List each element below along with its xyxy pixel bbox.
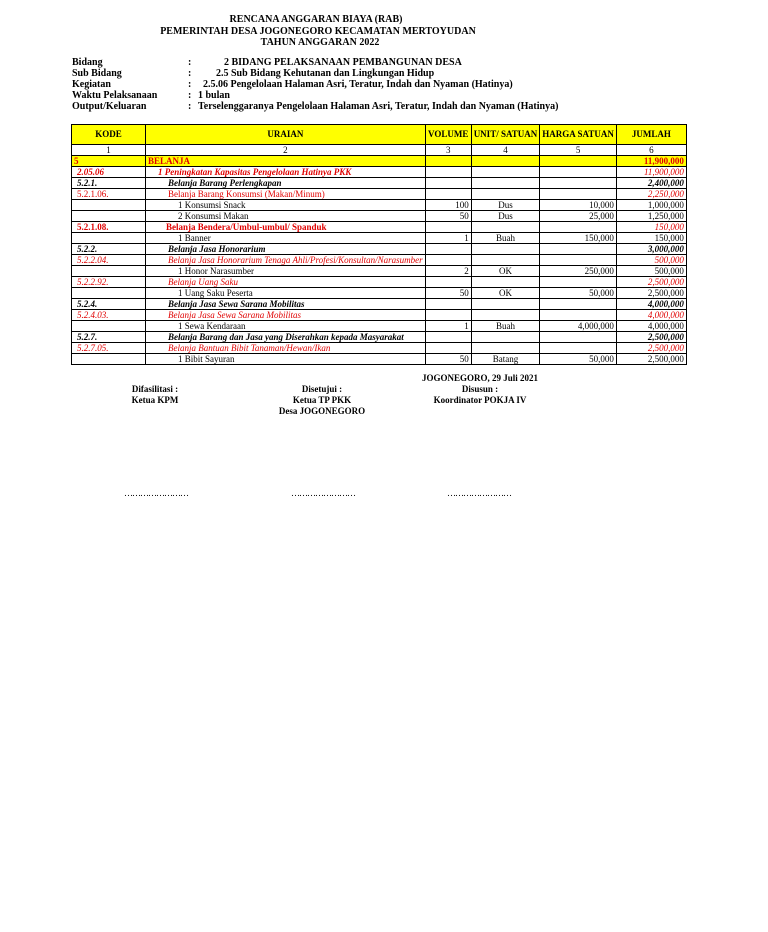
cell-volume: 100 xyxy=(425,200,471,211)
cell-kode xyxy=(72,233,146,244)
cell-volume xyxy=(425,299,471,310)
cell-uraian: 1 Konsumsi Snack xyxy=(146,200,426,211)
signature-middle-role2: Desa JOGONEGORO xyxy=(278,406,366,416)
cell-kode: 5 xyxy=(72,156,146,167)
cell-uraian: 1 Bibit Sayuran xyxy=(146,354,426,365)
cell-unit xyxy=(471,310,540,321)
cell-unit xyxy=(471,343,540,354)
cell-kode: 5.2.4.03. xyxy=(72,310,146,321)
cell-uraian: 2 Konsumsi Makan xyxy=(146,211,426,222)
cell-harga: 50,000 xyxy=(540,288,617,299)
cell-jumlah: 150,000 xyxy=(616,222,686,233)
signature-middle-role: Ketua TP PKK xyxy=(292,395,352,405)
cell-volume xyxy=(425,277,471,288)
cell-harga xyxy=(540,156,617,167)
table-row xyxy=(72,189,687,200)
cell-volume xyxy=(425,332,471,343)
column-number: 3 xyxy=(425,145,471,156)
cell-unit xyxy=(471,332,540,343)
cell-jumlah: 150,000 xyxy=(616,233,686,244)
table-row xyxy=(72,266,687,277)
cell-harga xyxy=(540,244,617,255)
cell-uraian: 1 Sewa Kendaraan xyxy=(146,321,426,332)
signature-left xyxy=(100,384,210,406)
info-label: Kegiatan xyxy=(72,79,111,90)
table-row xyxy=(72,255,687,266)
table-row xyxy=(72,211,687,222)
column-number-row xyxy=(72,145,687,156)
cell-jumlah: 2,500,000 xyxy=(616,277,686,288)
cell-unit xyxy=(471,277,540,288)
cell-kode: 5.2.1.08. xyxy=(72,222,146,233)
table-row xyxy=(72,299,687,310)
cell-kode: 5.2.4. xyxy=(72,299,146,310)
table-row xyxy=(72,167,687,178)
document-title: RENCANA ANGGARAN BIAYA (RAB) xyxy=(229,14,403,25)
cell-harga xyxy=(540,343,617,354)
cell-harga xyxy=(540,255,617,266)
table-row xyxy=(72,200,687,211)
cell-volume: 1 xyxy=(425,233,471,244)
cell-unit: Dus xyxy=(471,211,540,222)
cell-uraian: Belanja Jasa Honorarium xyxy=(146,244,426,255)
info-value: 2 BIDANG PELAKSANAAN PEMBANGUNAN DESA xyxy=(224,57,462,68)
table-row xyxy=(72,343,687,354)
cell-uraian: 1 Honor Narasumber xyxy=(146,266,426,277)
cell-volume: 50 xyxy=(425,288,471,299)
cell-kode: 5.2.1.06. xyxy=(72,189,146,200)
cell-jumlah: 3,000,000 xyxy=(616,244,686,255)
cell-unit: OK xyxy=(471,288,540,299)
cell-harga xyxy=(540,222,617,233)
table-row xyxy=(72,156,687,167)
cell-kode: 5.2.2. xyxy=(72,244,146,255)
cell-volume xyxy=(425,244,471,255)
cell-unit: Buah xyxy=(471,233,540,244)
table-row xyxy=(72,332,687,343)
cell-jumlah: 2,250,000 xyxy=(616,189,686,200)
header-jumlah: JUMLAH xyxy=(616,125,686,145)
cell-uraian: 1 Banner xyxy=(146,233,426,244)
info-label: Bidang xyxy=(72,57,103,68)
table-row xyxy=(72,310,687,321)
cell-harga: 250,000 xyxy=(540,266,617,277)
cell-unit: Dus xyxy=(471,200,540,211)
cell-kode: 5.2.7. xyxy=(72,332,146,343)
document-subtitle: PEMERINTAH DESA JOGONEGORO KECAMATAN MERTOYUDAN xyxy=(160,26,476,37)
cell-unit xyxy=(471,255,540,266)
header-harga: HARGA SATUAN xyxy=(540,125,617,145)
cell-kode: 5.2.2.92. xyxy=(72,277,146,288)
cell-jumlah: 2,500,000 xyxy=(616,332,686,343)
column-number: 2 xyxy=(146,145,426,156)
cell-jumlah: 11,900,000 xyxy=(616,167,686,178)
cell-harga xyxy=(540,299,617,310)
table-body xyxy=(72,156,687,365)
cell-volume: 50 xyxy=(425,354,471,365)
info-label: Output/Keluaran xyxy=(72,101,147,112)
cell-kode: 2.05.06 xyxy=(72,167,146,178)
table-header-row xyxy=(72,125,687,145)
cell-unit xyxy=(471,299,540,310)
document-year: TAHUN ANGGARAN 2022 xyxy=(260,37,380,48)
signature-right-title: Disusun : xyxy=(461,384,499,394)
cell-uraian: Belanja Barang dan Jasa yang Diserahkan kepada Masyarakat xyxy=(146,332,426,343)
info-value: Terselenggaranya Pengelolaan Halaman Asri, Teratur, Indah dan Nyaman (Hatinya) xyxy=(198,101,559,112)
cell-harga xyxy=(540,332,617,343)
signature-left-role: Ketua KPM xyxy=(131,395,179,405)
cell-volume xyxy=(425,343,471,354)
cell-unit: OK xyxy=(471,266,540,277)
signature-right-role: Koordinator POKJA IV xyxy=(433,395,527,405)
cell-uraian: Belanja Jasa Sewa Sarana Mobilitas xyxy=(146,299,426,310)
budget-table xyxy=(71,124,687,365)
cell-uraian: 1 Peningkatan Kapasitas Pengelolaan Hatinya PKK xyxy=(146,167,426,178)
cell-unit: Batang xyxy=(471,354,540,365)
cell-unit xyxy=(471,189,540,200)
cell-jumlah: 4,000,000 xyxy=(616,299,686,310)
header-kode: KODE xyxy=(72,125,146,145)
table-row xyxy=(72,233,687,244)
cell-kode xyxy=(72,200,146,211)
cell-unit xyxy=(471,222,540,233)
cell-uraian: Belanja Barang Perlengkapan xyxy=(146,178,426,189)
cell-jumlah: 1,000,000 xyxy=(616,200,686,211)
cell-uraian: BELANJA xyxy=(146,156,426,167)
info-value: 2.5.06 Pengelolaan Halaman Asri, Teratur, Indah dan Nyaman (Hatinya) xyxy=(203,79,513,90)
cell-jumlah: 2,500,000 xyxy=(616,288,686,299)
header-uraian: URAIAN xyxy=(146,125,426,145)
cell-jumlah: 4,000,000 xyxy=(616,321,686,332)
cell-harga xyxy=(540,189,617,200)
cell-volume xyxy=(425,222,471,233)
cell-uraian: 1 Uang Saku Peserta xyxy=(146,288,426,299)
column-number: 1 xyxy=(72,145,146,156)
table-row xyxy=(72,277,687,288)
info-value: 1 bulan xyxy=(198,90,230,101)
cell-jumlah: 2,500,000 xyxy=(616,354,686,365)
cell-harga: 150,000 xyxy=(540,233,617,244)
info-colon: : xyxy=(188,79,192,90)
cell-harga xyxy=(540,277,617,288)
info-colon: : xyxy=(188,57,192,68)
cell-kode: 5.2.7.05. xyxy=(72,343,146,354)
cell-jumlah: 500,000 xyxy=(616,266,686,277)
header-volume: VOLUME xyxy=(425,125,471,145)
cell-uraian: Belanja Bendera/Umbul-umbul/ Spanduk xyxy=(146,222,426,233)
info-colon: : xyxy=(188,68,192,79)
cell-volume xyxy=(425,156,471,167)
cell-jumlah: 500,000 xyxy=(616,255,686,266)
cell-volume xyxy=(425,189,471,200)
column-number: 4 xyxy=(471,145,540,156)
cell-unit: Buah xyxy=(471,321,540,332)
cell-unit xyxy=(471,178,540,189)
info-label: Waktu Pelaksanaan xyxy=(72,90,158,101)
cell-unit xyxy=(471,156,540,167)
cell-jumlah: 1,250,000 xyxy=(616,211,686,222)
cell-uraian: Belanja Jasa Honorarium Tenaga Ahli/Profesi/Konsultan/Narasumber xyxy=(146,255,426,266)
cell-unit xyxy=(471,244,540,255)
cell-kode xyxy=(72,321,146,332)
cell-kode xyxy=(72,288,146,299)
cell-uraian: Belanja Barang Konsumsi (Makan/Minum) xyxy=(146,189,426,200)
signature-line-right: …………………… xyxy=(447,488,511,498)
cell-harga xyxy=(540,310,617,321)
signature-middle-title: Disetujui : xyxy=(301,384,343,394)
column-number: 6 xyxy=(616,145,686,156)
table-row xyxy=(72,288,687,299)
signature-left-title: Difasilitasi : xyxy=(131,384,179,394)
signature-middle xyxy=(262,384,382,417)
column-number: 5 xyxy=(540,145,617,156)
signature-line-left: …………………… xyxy=(124,488,188,498)
cell-unit xyxy=(471,167,540,178)
cell-harga xyxy=(540,178,617,189)
info-value: 2.5 Sub Bidang Kehutanan dan Lingkungan Hidup xyxy=(216,68,435,79)
cell-kode: 5.2.1. xyxy=(72,178,146,189)
signature-right xyxy=(420,384,540,406)
table-row xyxy=(72,354,687,365)
cell-harga: 25,000 xyxy=(540,211,617,222)
cell-uraian: Belanja Uang Saku xyxy=(146,277,426,288)
cell-volume xyxy=(425,167,471,178)
cell-kode xyxy=(72,211,146,222)
cell-volume: 2 xyxy=(425,266,471,277)
table-row xyxy=(72,321,687,332)
cell-harga: 4,000,000 xyxy=(540,321,617,332)
cell-jumlah: 2,400,000 xyxy=(616,178,686,189)
cell-volume xyxy=(425,310,471,321)
cell-harga xyxy=(540,167,617,178)
info-label: Sub Bidang xyxy=(72,68,122,79)
cell-harga: 50,000 xyxy=(540,354,617,365)
cell-volume: 1 xyxy=(425,321,471,332)
cell-jumlah: 4,000,000 xyxy=(616,310,686,321)
cell-kode xyxy=(72,354,146,365)
cell-kode xyxy=(72,266,146,277)
signature-line-middle: …………………… xyxy=(291,488,355,498)
cell-uraian: Belanja Jasa Sewa Sarana Mobilitas xyxy=(146,310,426,321)
cell-jumlah: 11,900,000 xyxy=(616,156,686,167)
cell-jumlah: 2,500,000 xyxy=(616,343,686,354)
info-colon: : xyxy=(188,101,192,112)
cell-volume xyxy=(425,255,471,266)
place-date: JOGONEGORO, 29 Juli 2021 xyxy=(421,373,538,383)
table-row xyxy=(72,222,687,233)
cell-uraian: Belanja Bantuan Bibit Tanaman/Hewan/Ikan xyxy=(146,343,426,354)
info-colon: : xyxy=(188,90,192,101)
cell-volume xyxy=(425,178,471,189)
table-row xyxy=(72,244,687,255)
cell-volume: 50 xyxy=(425,211,471,222)
header-unit: UNIT/ SATUAN xyxy=(471,125,540,145)
cell-kode: 5.2.2.04. xyxy=(72,255,146,266)
table-row xyxy=(72,178,687,189)
cell-harga: 10,000 xyxy=(540,200,617,211)
